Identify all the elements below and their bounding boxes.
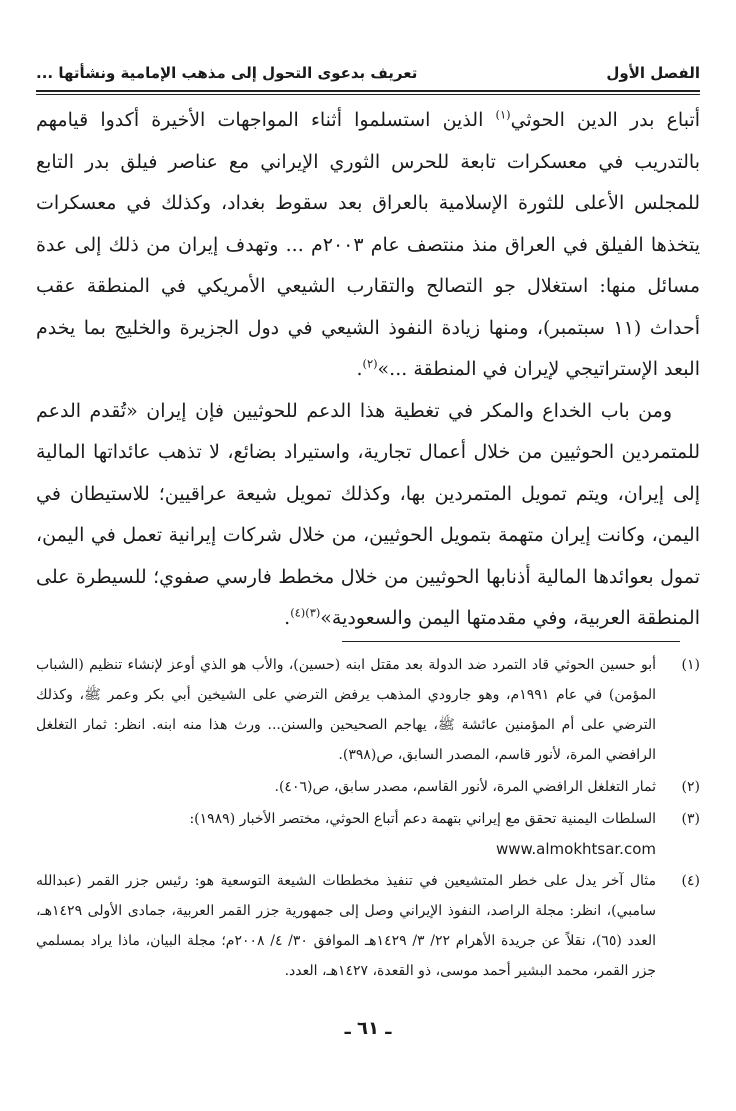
footnotes — [36, 650, 700, 988]
footnote-text: السلطات اليمنية تحقق مع إيراني بتهمة دعم أتباع الحوثي، مختصر الأخبار (١٩٨٩): — [189, 811, 656, 827]
running-header — [36, 58, 700, 88]
main-text — [36, 100, 700, 640]
chapter-title: الفصل الأول — [606, 64, 700, 82]
paragraph-2: ومن باب الخداع والمكر في تغطية هذا الدعم للحوثيين فإن إيران «تُقدم الدعم للمتمردين الحوثيين من خلال أعمال تجارية، واستيراد بضائع، لا تذهب عائداتها المالية إلى إيران، ويتم تمويل المتمردين بها، وكذلك تمويل شيعة عراقيين؛ للاستيطان في اليمن، وكانت إيران متهمة بتمويل الحوثيين، من خلال شركات إيرانية تعمل في اليمن، تمول بعوائدها المالية أذنابها الحوثيين من خلال مخطط فارسي صفوي؛ للسيطرة على المنطقة العربية، وفي مقدمتها اليمن والسعودية»$^{(٣)(٤)}$. — [36, 399, 700, 629]
footnote-separator — [342, 641, 680, 642]
paragraph-1: أتباع بدر الدين الحوثي$^{(١)}$ الذين استسلموا أثناء المواجهات الأخيرة أكدوا قيامهم بالتدريب في معسكرات تابعة للحرس الثوري الإيراني مع عناصر فيلق بدر التابع للمجلس الأعلى للثورة الإسلامية بالعراق بعد سقوط بغداد، وكذلك في معسكرات يتخذها الفيلق في العراق منذ منتصف عام ٢٠٠٣م ... وتهدف إيران من ذلك إلى عدة مسائل منها: استغلال جو التصالح والتقارب الشيعي الأمريكي في المنطقة عقب أحداث (١١ سبتمبر)، ومنها زيادة النفوذ الشيعي في دول الجزيرة والخليج بما يخدم البعد الإستراتيجي لإيران في المنطقة ...»$^{(٢)}$. — [36, 107, 701, 380]
footnote-ref-2: (٢) — [362, 356, 378, 371]
footnote-number: (٢) — [681, 779, 700, 795]
header-rule — [36, 90, 700, 92]
footnote-ref-3-4: (٣)(٤) — [290, 605, 321, 620]
footnote-3 — [36, 804, 700, 864]
page-number: ـ ٦١ ـ — [344, 1018, 392, 1039]
footnote-ref-1: (١) — [495, 107, 511, 122]
footnote-text: ثمار التغلغل الرافضي المرة، لأنور القاسم، مصدر سابق، ص(٤٠٦). — [274, 779, 656, 795]
footnote-1 — [36, 650, 700, 770]
footnote-url: www.almokhtsar.com — [495, 840, 656, 858]
footnote-2 — [36, 772, 700, 802]
footnote-4 — [36, 866, 700, 986]
footnote-number: (٣) — [681, 811, 700, 827]
footnote-number: (٤) — [681, 873, 700, 889]
footnote-text: أبو حسين الحوثي قاد التمرد ضد الدولة بعد مقتل ابنه (حسين)، والأب هو الذي أوعز لإنشاء تنظيم (الشباب المؤمن) في عام ١٩٩١م، وهو جارودي المذهب يرفض الترضي على الشيخين أبي بكر وعمر ﷺ، وكذلك الترضي على أم المؤمنين عائشة ﷺ، يهاجم الصحيحين والسنن... ورث هذا منه ابنه. انظر: ثمار التغلغل الرافضي المرة، لأنور قاسم، المصدر السابق، ص(٣٩٨). — [36, 657, 656, 763]
footnote-text: مثال آخر يدل على خطر المتشيعين في تنفيذ مخططات الشيعة التوسعية هو: رئيس جزر القمر (عبدالله سامبي)، انظر: مجلة الراصد، النفوذ الإيراني وصل إلى جمهورية جزر القمر العربية، جمادى الأولى ١٤٢٩هـ، العدد (٦٥)، نقلاً عن جريدة الأهرام ٢٢/ ٣/ ١٤٢٩هـ الموافق ٣٠/ ٤/ ٢٠٠٨م؛ مجلة البيان، ماذا يراد بمسلمي جزر القمر، محمد البشير أحمد موسى، ذو القعدة، ١٤٢٧هـ، العدد. — [36, 873, 657, 979]
section-title: تعريف بدعوى التحول إلى مذهب الإمامية ونشأتها ... — [36, 64, 418, 82]
footnote-number: (١) — [681, 657, 700, 673]
header-rule-thin — [36, 94, 700, 95]
